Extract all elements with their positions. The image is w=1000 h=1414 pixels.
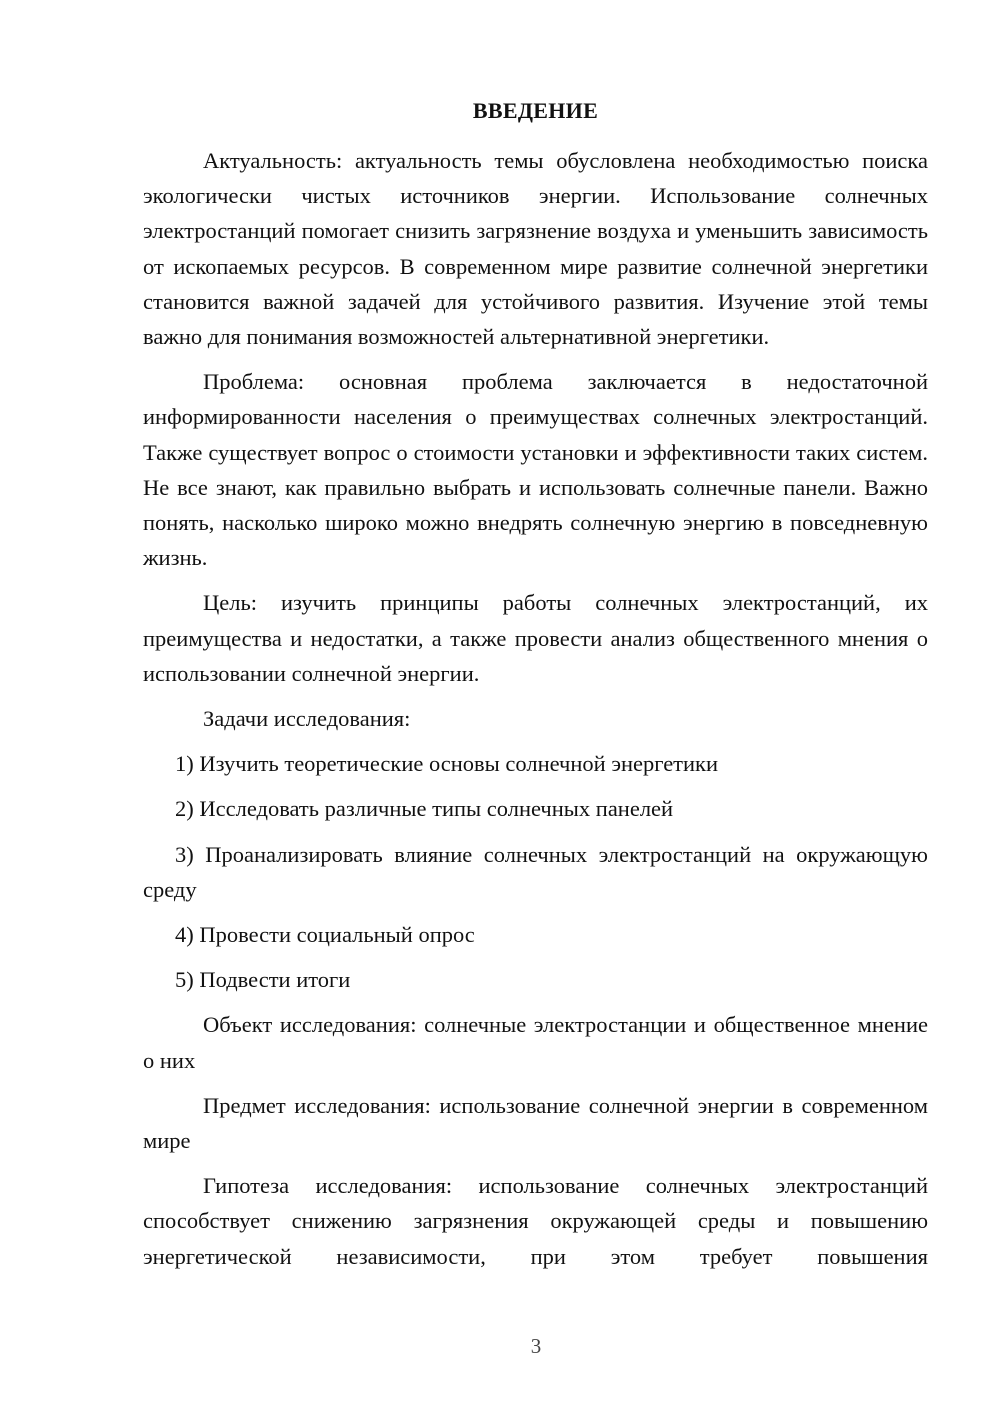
section-heading: ВВЕДЕНИЕ xyxy=(472,98,599,123)
paragraph-hypothesis: Гипотеза исследования: использование солнечных электростанций способствует снижению загрязнения окружающей среды и повышению энергетической независимости, при этом требует повышения xyxy=(143,1173,928,1269)
paragraph-tasks-heading: Задачи исследования: xyxy=(203,706,411,732)
paragraph-subject: Предмет исследования: использование солнечной энергии в современном мире xyxy=(143,1092,928,1154)
task-list-item-1: 1) Изучить теоретические основы солнечной энергетики xyxy=(175,751,719,777)
task-list-item-4: 4) Провести социальный опрос xyxy=(175,922,475,948)
paragraph-problem: Проблема: основная проблема заключается в недостаточной информированности населения о преимуществах солнечных электростанций. Также существует вопрос о стоимости установки и эффективности таких систем. Не все знают, как правильно выбрать и использовать солнечные панели. Важно понять, насколько широко можно внедрять солнечную энергию в повседневную жизнь. xyxy=(143,369,928,571)
paragraph-relevance: Актуальность: актуальность темы обусловлена необходимостью поиска экологически чистых источников энергии. Использование солнечных электростанций помогает снизить загрязнение воздуха и уменьшить зависимость от ископаемых ресурсов. В современном мире развитие солнечной энергетики становится важной задачей для устойчивого развития. Изучение этой темы важно для понимания возможностей альтернативной энергетики. xyxy=(143,148,928,350)
paragraph-object: Объект исследования: солнечные электростанции и общественное мнение о них xyxy=(143,1012,928,1073)
task-list-item-5: 5) Подвести итоги xyxy=(175,967,351,993)
page-number: 3 xyxy=(530,1334,542,1358)
task-list-item-2: 2) Исследовать различные типы солнечных панелей xyxy=(175,796,674,822)
document-page xyxy=(143,96,928,1284)
paragraph-goal: Цель: изучить принципы работы солнечных электростанций, их преимущества и недостатки, а также провести анализ общественного мнения о использовании солнечной энергии. xyxy=(143,590,928,686)
task-list-item-3: 3) Проанализировать влияние солнечных электростанций на окружающую среду xyxy=(143,841,928,902)
